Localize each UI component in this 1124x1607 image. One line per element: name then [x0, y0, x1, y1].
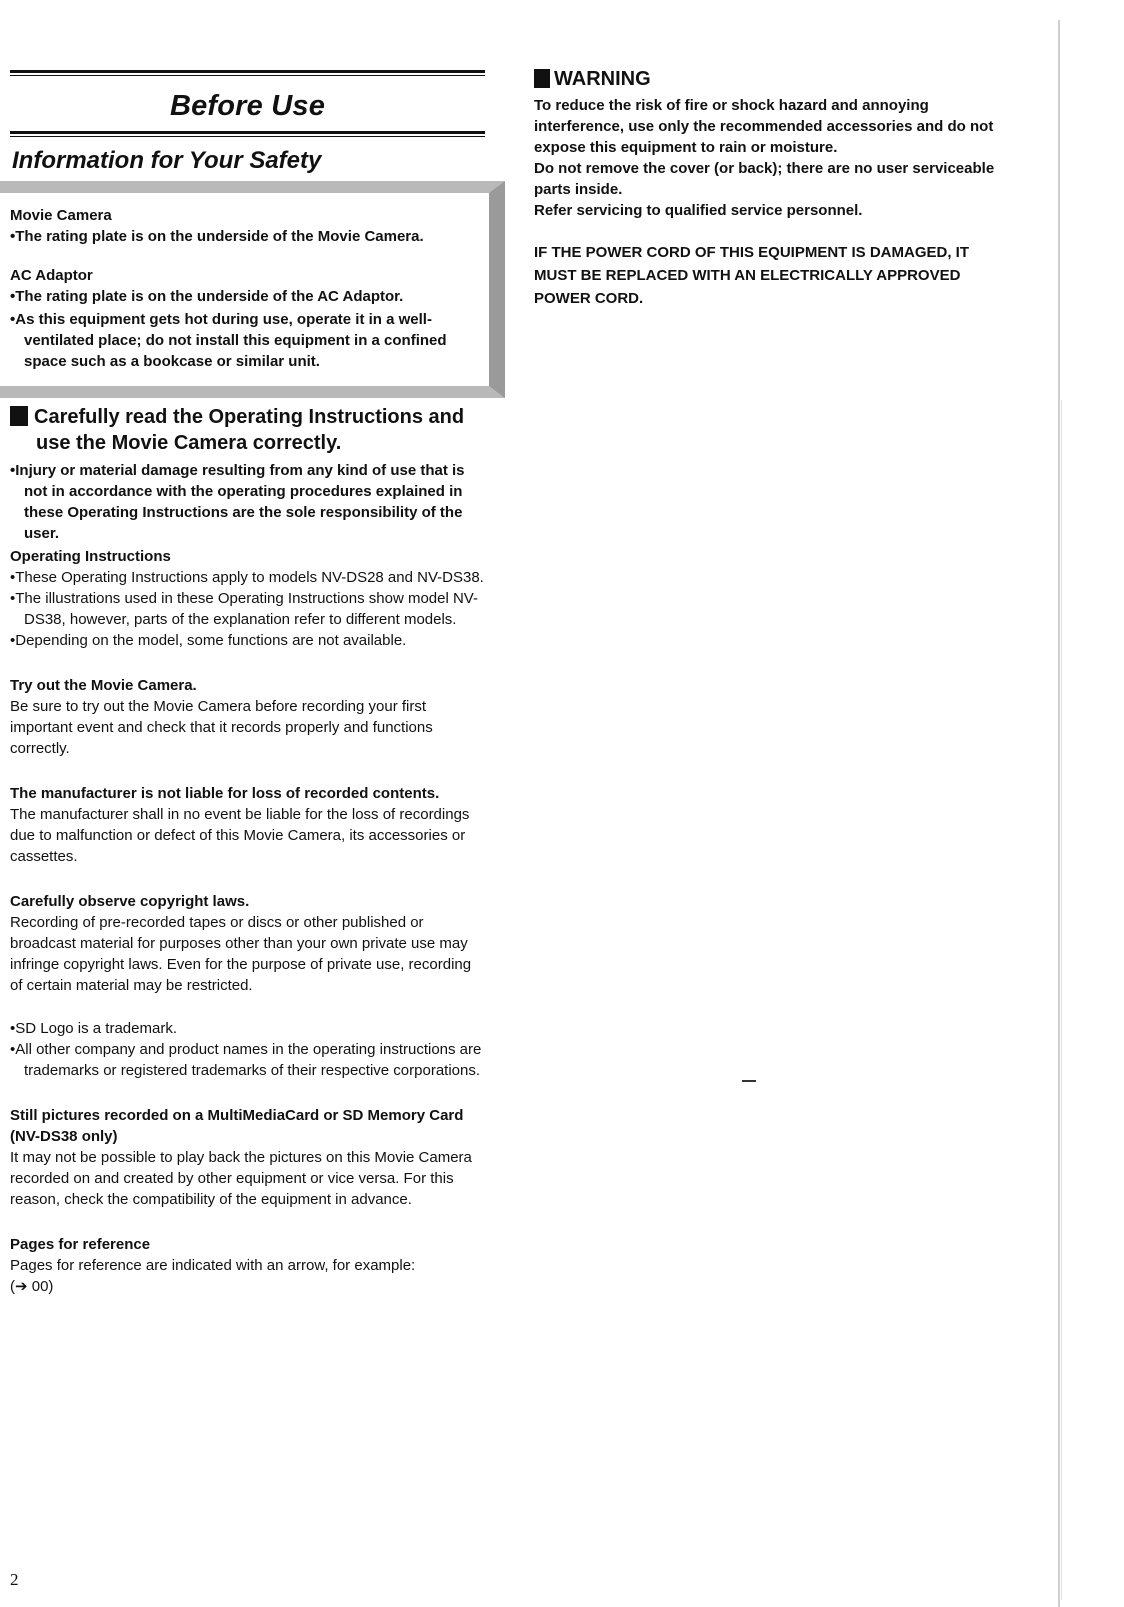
movie-camera-head: Movie Camera — [10, 207, 112, 224]
still-pictures-text: It may not be possible to play back the pictures on this Movie Camera recorded on and created by other equipment or vice versa. For this reason, check the compatibility of the equipment in advance. — [10, 1149, 472, 1208]
operating-instructions-head: Operating Instructions — [10, 548, 171, 565]
warning-heading: WARNING — [534, 68, 1004, 91]
warning-text: Do not remove the cover (or back); there are no user serviceable parts inside. — [534, 160, 995, 198]
operating-instructions-bullet: •These Operating Instructions apply to models NV-DS28 and NV-DS38. — [10, 569, 484, 586]
left-column — [10, 70, 485, 1297]
page-number: 2 — [10, 1570, 19, 1589]
careful-read-bullet: •Injury or material damage resulting from any kind of use that is not in accordance with the operating procedures explained in these Operating Instructions are the sole responsibility of the user. — [10, 462, 465, 542]
square-marker-icon — [534, 69, 550, 88]
liability-text: The manufacturer shall in no event be liable for the loss of recordings due to malfunction or defect of this Movie Camera, its accessories or cassettes. — [10, 806, 470, 865]
top-double-rule — [10, 70, 485, 76]
pages-reference-example: (➔ 00) — [10, 1278, 54, 1295]
scan-speck — [742, 1080, 756, 1082]
try-out-head: Try out the Movie Camera. — [10, 677, 197, 694]
try-out-text: Be sure to try out the Movie Camera before recording your first important event and check that it records properly and functions correctly. — [10, 698, 433, 757]
operating-instructions-bullet: •Depending on the model, some functions are not available. — [10, 632, 407, 649]
ac-adaptor-bullet: •The rating plate is on the underside of the AC Adaptor. — [10, 288, 404, 305]
title-double-rule — [10, 131, 485, 137]
scan-edge-line — [1058, 20, 1060, 1607]
trademark-bullet: •SD Logo is a trademark. — [10, 1020, 177, 1037]
movie-camera-bullet: •The rating plate is on the underside of the Movie Camera. — [10, 228, 424, 245]
careful-read-heading: Carefully read the Operating Instructions and use the Movie Camera correctly. — [10, 404, 485, 456]
scan-edge-line — [1061, 400, 1062, 1600]
pages-reference-text: Pages for reference are indicated with an arrow, for example: — [10, 1257, 416, 1274]
warning-text: To reduce the risk of fire or shock hazard and annoying interference, use only the recommended accessories and do not expose this equipment to rain or moisture. — [534, 97, 994, 156]
ac-adaptor-head: AC Adaptor — [10, 267, 93, 284]
liability-head: The manufacturer is not liable for loss of recorded contents. — [10, 785, 440, 802]
square-marker-icon — [10, 406, 28, 426]
warning-text: Refer servicing to qualified service personnel. — [534, 202, 863, 219]
page-title: Before Use — [169, 90, 326, 122]
pages-reference-head: Pages for reference — [10, 1236, 151, 1253]
trademark-bullet: •All other company and product names in the operating instructions are trademarks or registered trademarks of their respective corporations. — [10, 1041, 482, 1079]
still-pictures-head: Still pictures recorded on a MultiMediaCard or SD Memory Card (NV-DS38 only) — [10, 1107, 464, 1145]
ac-adaptor-bullet: •As this equipment gets hot during use, operate it in a well-ventilated place; do not install this equipment in a confined space such as a bookcase or similar unit. — [10, 311, 447, 370]
safety-box — [0, 181, 505, 398]
copyright-text: Recording of pre-recorded tapes or discs or other published or broadcast material for purposes other than your own private use may infringe copyright laws. Even for the purpose of private use, recording of certain material may be restricted. — [10, 914, 472, 994]
section-subtitle: Information for Your Safety — [12, 147, 322, 174]
right-column — [534, 68, 1004, 310]
copyright-head: Carefully observe copyright laws. — [10, 893, 250, 910]
power-cord-warning: IF THE POWER CORD OF THIS EQUIPMENT IS DAMAGED, IT MUST BE REPLACED WITH AN ELECTRICALLY APPROVED POWER CORD. — [534, 244, 970, 307]
operating-instructions-bullet: •The illustrations used in these Operating Instructions show model NV-DS38, however, parts of the explanation refer to different models. — [10, 590, 478, 628]
